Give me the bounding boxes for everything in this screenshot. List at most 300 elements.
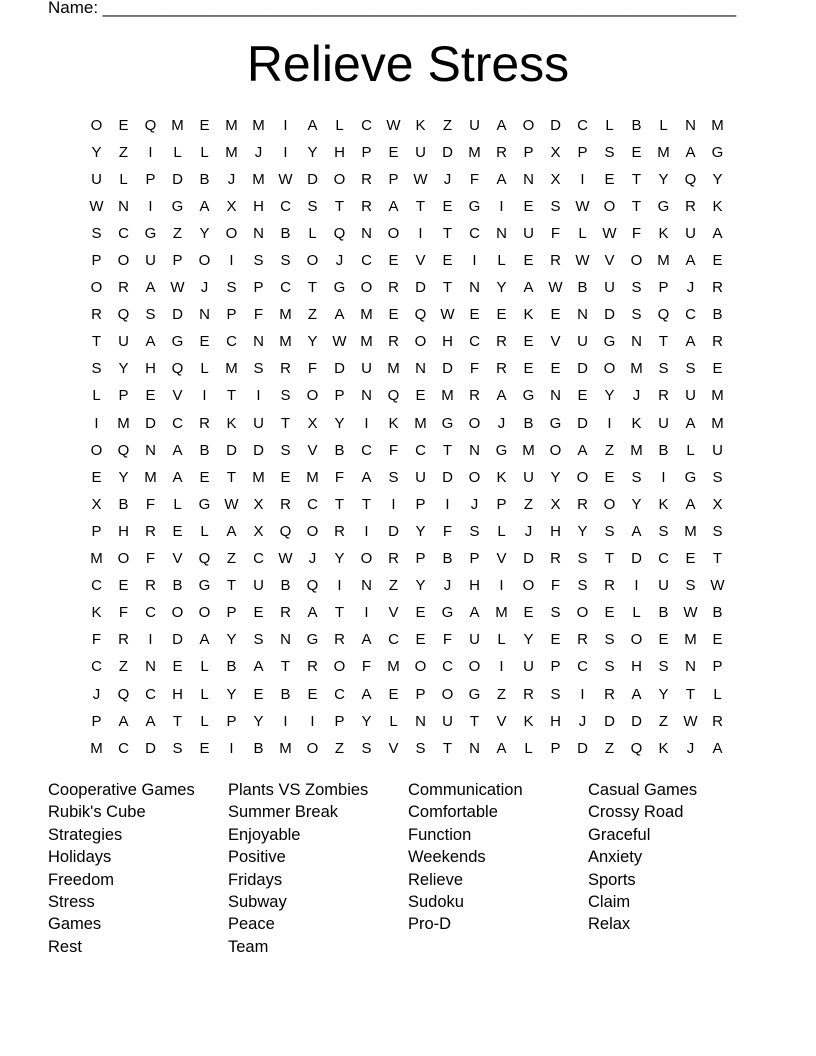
grid-letter: E: [469, 306, 480, 324]
grid-letter: W: [89, 197, 104, 215]
grid-letter: B: [712, 306, 723, 324]
grid-letter: W: [548, 279, 563, 297]
word-list-item: Freedom: [48, 870, 115, 889]
grid-letter: N: [685, 658, 696, 676]
grid-letter: X: [253, 522, 264, 540]
grid-letter: S: [604, 143, 615, 161]
grid-letter: B: [199, 441, 210, 459]
grid-letter: A: [334, 306, 345, 324]
grid-letter: S: [145, 306, 156, 324]
grid-letter: I: [148, 631, 153, 649]
grid-letter: E: [172, 522, 183, 540]
grid-letter: S: [253, 360, 264, 378]
grid-letter: V: [172, 387, 183, 405]
grid-letter: P: [226, 306, 237, 324]
grid-letter: Q: [279, 522, 292, 540]
name-field-label: Name: ___________________________________________________________________: [48, 0, 737, 17]
grid-letter: S: [550, 604, 561, 622]
grid-letter: F: [145, 495, 156, 513]
grid-letter: E: [388, 143, 399, 161]
word-list-item: Weekends: [408, 848, 486, 867]
grid-letter: K: [226, 414, 237, 432]
grid-letter: W: [602, 224, 617, 242]
grid-letter: E: [658, 631, 669, 649]
grid-letter: M: [711, 414, 724, 432]
grid-letter: C: [334, 685, 345, 703]
grid-letter: A: [496, 387, 507, 405]
grid-letter: W: [413, 170, 428, 188]
grid-letter: T: [334, 197, 345, 215]
grid-letter: O: [414, 333, 427, 351]
grid-letter: P: [334, 712, 345, 730]
word-list-item: Positive: [228, 848, 286, 867]
grid-letter: D: [631, 712, 642, 730]
grid-letter: M: [225, 360, 238, 378]
grid-letter: R: [712, 333, 723, 351]
grid-letter: V: [604, 252, 615, 270]
grid-letter: U: [523, 658, 534, 676]
grid-letter: Z: [388, 577, 399, 595]
grid-letter: O: [522, 577, 535, 595]
grid-letter: O: [333, 658, 346, 676]
grid-letter: X: [712, 495, 723, 513]
grid-letter: J: [632, 387, 641, 405]
grid-letter: N: [577, 306, 588, 324]
grid-letter: F: [145, 550, 156, 568]
grid-letter: E: [550, 360, 561, 378]
grid-letter: B: [712, 604, 723, 622]
grid-letter: N: [361, 577, 372, 595]
grid-letter: Z: [172, 224, 183, 242]
grid-letter: G: [441, 604, 454, 622]
grid-letter: D: [415, 279, 426, 297]
grid-letter: V: [550, 333, 561, 351]
grid-letter: U: [577, 333, 588, 351]
grid-letter: G: [198, 495, 211, 513]
grid-letter: C: [442, 658, 453, 676]
word-list-item: Sports: [588, 870, 636, 889]
grid-letter: N: [523, 170, 534, 188]
grid-letter: K: [631, 414, 642, 432]
grid-letter: E: [199, 116, 210, 134]
word-list-item: Pro-D: [408, 915, 452, 934]
grid-letter: Y: [550, 468, 561, 486]
grid-letter: C: [577, 116, 588, 134]
grid-letter: Y: [253, 712, 264, 730]
grid-letter: R: [658, 387, 669, 405]
word-list-item: Comfortable: [408, 803, 498, 822]
grid-letter: A: [145, 712, 156, 730]
grid-letter: W: [683, 712, 698, 730]
grid-letter: R: [199, 414, 210, 432]
grid-letter: E: [415, 631, 426, 649]
grid-letter: X: [253, 495, 264, 513]
word-column: [408, 779, 588, 958]
grid-letter: Z: [307, 306, 318, 324]
grid-letter: R: [577, 631, 588, 649]
grid-letter: E: [307, 685, 318, 703]
grid-letter: Y: [631, 495, 642, 513]
grid-letter: Y: [307, 143, 318, 161]
grid-row: [83, 600, 731, 627]
grid-letter: W: [710, 577, 725, 595]
grid-letter: N: [145, 441, 156, 459]
grid-letter: R: [118, 279, 129, 297]
grid-letter: N: [361, 387, 372, 405]
grid-letter: T: [226, 577, 237, 595]
grid-letter: I: [283, 143, 288, 161]
grid-letter: O: [576, 604, 589, 622]
grid-letter: T: [307, 279, 318, 297]
grid-letter: P: [91, 522, 102, 540]
grid-letter: R: [388, 550, 399, 568]
grid-letter: A: [145, 279, 156, 297]
grid-letter: B: [199, 170, 210, 188]
grid-row: [83, 220, 731, 247]
grid-letter: P: [496, 495, 507, 513]
grid-letter: H: [253, 197, 264, 215]
word-list: [48, 779, 768, 958]
grid-letter: G: [333, 279, 346, 297]
grid-letter: D: [577, 360, 588, 378]
grid-letter: I: [661, 468, 666, 486]
grid-letter: N: [199, 306, 210, 324]
grid-letter: M: [171, 116, 184, 134]
grid-letter: W: [224, 495, 239, 513]
grid-letter: R: [280, 360, 291, 378]
grid-letter: N: [361, 224, 372, 242]
grid-letter: U: [361, 360, 372, 378]
grid-letter: R: [469, 387, 480, 405]
grid-letter: D: [145, 739, 156, 757]
grid-letter: H: [145, 360, 156, 378]
grid-letter: I: [148, 143, 153, 161]
grid-letter: B: [523, 414, 534, 432]
grid-letter: J: [470, 495, 479, 513]
grid-letter: U: [469, 631, 480, 649]
grid-letter: E: [712, 631, 723, 649]
grid-letter: R: [604, 577, 615, 595]
grid-letter: K: [388, 414, 399, 432]
grid-letter: L: [605, 116, 614, 134]
grid-letter: R: [280, 495, 291, 513]
grid-letter: C: [280, 279, 291, 297]
grid-letter: Q: [198, 550, 211, 568]
grid-letter: W: [278, 550, 293, 568]
grid-letter: T: [442, 224, 453, 242]
grid-letter: M: [684, 522, 697, 540]
grid-letter: T: [442, 441, 453, 459]
grid-letter: E: [388, 252, 399, 270]
grid-row: [83, 491, 731, 518]
grid-letter: E: [577, 387, 588, 405]
grid-letter: I: [148, 197, 153, 215]
grid-letter: E: [550, 631, 561, 649]
grid-letter: B: [172, 577, 183, 595]
grid-letter: O: [522, 116, 535, 134]
grid-letter: D: [577, 414, 588, 432]
grid-letter: E: [685, 550, 696, 568]
grid-letter: P: [91, 712, 102, 730]
grid-letter: O: [549, 441, 562, 459]
grid-letter: S: [550, 197, 561, 215]
grid-letter: N: [253, 224, 264, 242]
grid-letter: M: [252, 468, 265, 486]
grid-letter: M: [225, 116, 238, 134]
grid-row: [83, 112, 731, 139]
grid-letter: C: [91, 577, 102, 595]
grid-letter: D: [550, 116, 561, 134]
grid-letter: O: [468, 414, 481, 432]
grid-letter: P: [118, 387, 129, 405]
grid-letter: E: [523, 252, 534, 270]
grid-letter: Q: [306, 577, 319, 595]
grid-letter: S: [226, 279, 237, 297]
grid-letter: M: [657, 143, 670, 161]
grid-letter: E: [415, 604, 426, 622]
grid-letter: O: [306, 522, 319, 540]
grid-letter: R: [496, 360, 507, 378]
grid-letter: N: [631, 333, 642, 351]
grid-letter: L: [200, 658, 209, 676]
grid-letter: T: [226, 387, 237, 405]
grid-letter: T: [442, 739, 453, 757]
grid-letter: O: [360, 279, 373, 297]
grid-letter: D: [307, 170, 318, 188]
grid-letter: D: [172, 631, 183, 649]
grid-letter: S: [685, 577, 696, 595]
grid-letter: R: [685, 197, 696, 215]
grid-letter: Y: [199, 224, 210, 242]
grid-letter: J: [254, 143, 263, 161]
grid-letter: I: [418, 224, 423, 242]
grid-letter: N: [550, 387, 561, 405]
grid-letter: Q: [657, 306, 670, 324]
grid-letter: F: [307, 360, 318, 378]
grid-letter: D: [388, 522, 399, 540]
grid-letter: J: [200, 279, 209, 297]
grid-letter: L: [92, 387, 101, 405]
grid-letter: S: [577, 550, 588, 568]
grid-letter: E: [442, 252, 453, 270]
grid-letter: Y: [307, 333, 318, 351]
grid-letter: X: [226, 197, 237, 215]
grid-letter: E: [442, 197, 453, 215]
grid-letter: M: [711, 116, 724, 134]
grid-letter: R: [118, 631, 129, 649]
word-list-item: Relax: [588, 915, 631, 934]
grid-row: [83, 247, 731, 274]
grid-letter: P: [523, 143, 534, 161]
grid-letter: E: [145, 387, 156, 405]
grid-letter: B: [658, 604, 669, 622]
grid-letter: O: [198, 252, 211, 270]
grid-letter: P: [91, 252, 102, 270]
grid-letter: L: [200, 712, 209, 730]
grid-row: [83, 410, 731, 437]
grid-letter: J: [686, 739, 695, 757]
grid-letter: N: [469, 441, 480, 459]
grid-letter: O: [576, 468, 589, 486]
grid-letter: C: [361, 116, 372, 134]
grid-letter: A: [685, 143, 696, 161]
grid-letter: T: [334, 604, 345, 622]
grid-letter: G: [711, 143, 724, 161]
grid-letter: P: [469, 550, 480, 568]
grid-letter: X: [550, 170, 561, 188]
grid-letter: B: [442, 550, 453, 568]
grid-letter: L: [686, 441, 695, 459]
grid-row: [83, 383, 731, 410]
grid-letter: P: [253, 279, 264, 297]
grid-letter: M: [252, 170, 265, 188]
grid-letter: J: [497, 414, 506, 432]
grid-letter: P: [415, 685, 426, 703]
grid-letter: G: [603, 333, 616, 351]
word-column: [588, 779, 768, 958]
grid-letter: U: [685, 387, 696, 405]
grid-letter: J: [686, 279, 695, 297]
grid-letter: D: [334, 360, 345, 378]
grid-letter: J: [524, 522, 533, 540]
grid-letter: R: [334, 522, 345, 540]
grid-letter: I: [499, 577, 504, 595]
grid-row: [83, 302, 731, 329]
grid-letter: G: [684, 468, 697, 486]
grid-letter: G: [441, 414, 454, 432]
grid-letter: B: [118, 495, 129, 513]
grid-letter: C: [91, 658, 102, 676]
grid-letter: O: [117, 550, 130, 568]
grid-letter: O: [441, 685, 454, 703]
grid-letter: S: [253, 631, 264, 649]
grid-letter: A: [172, 441, 183, 459]
grid-letter: M: [279, 739, 292, 757]
grid-letter: T: [469, 712, 480, 730]
grid-letter: E: [415, 387, 426, 405]
grid-letter: W: [575, 197, 590, 215]
grid-letter: E: [523, 197, 534, 215]
grid-letter: V: [172, 550, 183, 568]
grid-letter: Y: [712, 170, 723, 188]
grid-letter: W: [278, 170, 293, 188]
grid-letter: E: [631, 143, 642, 161]
grid-letter: Y: [118, 468, 129, 486]
grid-letter: C: [226, 333, 237, 351]
grid-letter: A: [631, 685, 642, 703]
grid-letter: D: [442, 360, 453, 378]
grid-letter: H: [442, 333, 453, 351]
grid-letter: Y: [496, 279, 507, 297]
grid-letter: P: [226, 604, 237, 622]
grid-letter: C: [361, 441, 372, 459]
grid-letter: E: [712, 252, 723, 270]
grid-letter: A: [226, 522, 237, 540]
grid-letter: T: [631, 170, 642, 188]
grid-letter: U: [469, 116, 480, 134]
grid-letter: F: [361, 658, 372, 676]
grid-letter: V: [496, 712, 507, 730]
grid-letter: U: [91, 170, 102, 188]
grid-letter: R: [604, 685, 615, 703]
grid-letter: H: [334, 143, 345, 161]
grid-row: [83, 654, 731, 681]
grid-letter: M: [387, 658, 400, 676]
grid-letter: A: [496, 170, 507, 188]
grid-letter: L: [659, 116, 668, 134]
grid-letter: T: [361, 495, 372, 513]
grid-letter: Q: [117, 441, 130, 459]
word-list-item: Rubik's Cube: [48, 803, 146, 822]
grid-letter: R: [280, 604, 291, 622]
grid-letter: S: [550, 685, 561, 703]
grid-letter: U: [604, 279, 615, 297]
grid-letter: Q: [171, 360, 184, 378]
grid-letter: E: [523, 333, 534, 351]
grid-letter: G: [657, 197, 670, 215]
grid-letter: P: [415, 495, 426, 513]
grid-letter: Z: [334, 739, 345, 757]
grid-letter: K: [658, 224, 669, 242]
grid-letter: M: [711, 387, 724, 405]
grid-row: [83, 627, 731, 654]
grid-letter: E: [253, 685, 264, 703]
grid-letter: M: [306, 468, 319, 486]
grid-letter: P: [334, 387, 345, 405]
grid-letter: M: [495, 604, 508, 622]
grid-letter: G: [198, 577, 211, 595]
grid-letter: T: [631, 197, 642, 215]
grid-letter: E: [388, 685, 399, 703]
grid-letter: H: [172, 685, 183, 703]
grid-letter: C: [685, 306, 696, 324]
grid-letter: Z: [604, 441, 615, 459]
grid-letter: Z: [442, 116, 453, 134]
grid-letter: C: [415, 441, 426, 459]
grid-letter: K: [658, 739, 669, 757]
word-list-item: Rest: [48, 937, 82, 956]
grid-letter: F: [469, 360, 480, 378]
grid-letter: U: [415, 468, 426, 486]
grid-row: [83, 356, 731, 383]
grid-letter: E: [496, 306, 507, 324]
grid-letter: I: [364, 414, 369, 432]
grid-letter: A: [712, 739, 723, 757]
grid-letter: R: [712, 712, 723, 730]
grid-letter: O: [90, 279, 103, 297]
grid-letter: R: [388, 333, 399, 351]
grid-letter: Y: [577, 522, 588, 540]
grid-letter: A: [199, 197, 210, 215]
grid-letter: C: [469, 333, 480, 351]
grid-letter: I: [499, 197, 504, 215]
grid-letter: S: [658, 658, 669, 676]
grid-letter: L: [524, 739, 533, 757]
grid-letter: K: [523, 306, 534, 324]
grid-letter: L: [389, 712, 398, 730]
grid-letter: R: [145, 522, 156, 540]
grid-letter: W: [575, 252, 590, 270]
grid-letter: N: [469, 739, 480, 757]
grid-letter: C: [388, 631, 399, 649]
grid-letter: S: [631, 306, 642, 324]
grid-letter: I: [472, 252, 477, 270]
grid-letter: Q: [333, 224, 346, 242]
grid-letter: E: [604, 170, 615, 188]
word-list-item: Strategies: [48, 825, 123, 844]
grid-letter: S: [658, 360, 669, 378]
grid-row: [83, 518, 731, 545]
